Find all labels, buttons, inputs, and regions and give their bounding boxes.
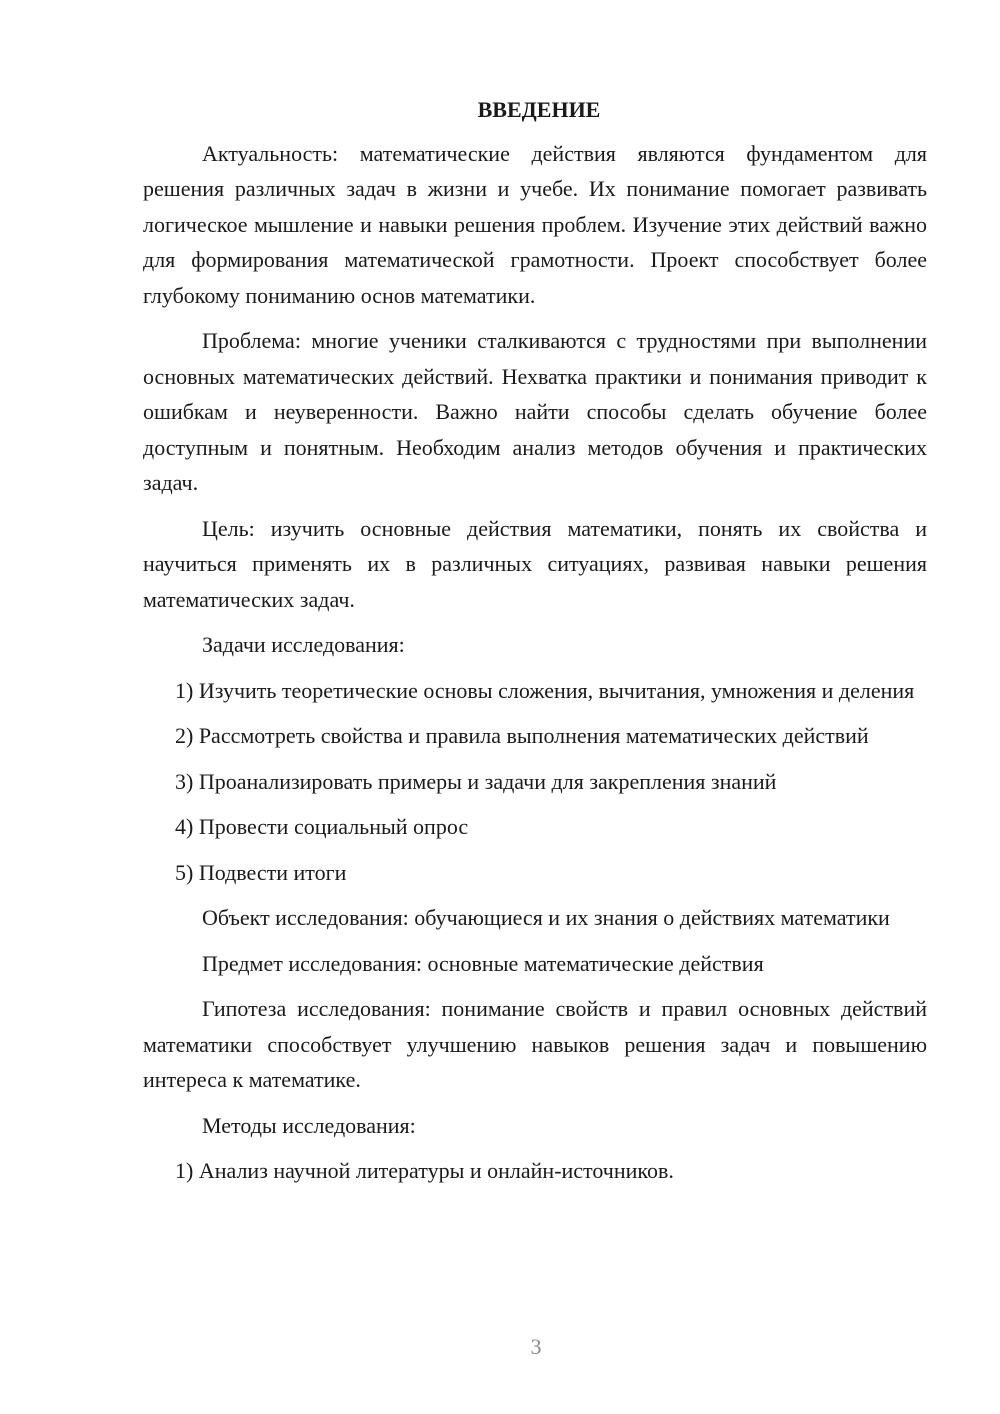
subject-paragraph: Предмет исследования: основные математические действия (202, 950, 764, 976)
task-item: 3) Проанализировать примеры и задачи для закрепления знаний (175, 768, 777, 794)
page-title: ВВЕДЕНИЕ (477, 97, 601, 122)
task-item: 4) Провести социальный опрос (175, 814, 469, 839)
task-item: 5) Подвести итоги (175, 859, 347, 885)
page-number: 3 (530, 1334, 542, 1359)
task-item: 2) Рассмотреть свойства и правила выполнения математических действий (175, 723, 869, 748)
methods-heading: Методы исследования: (202, 1112, 416, 1138)
relevance-paragraph: Актуальность: математические действия являются фундаментом для решения различных задач в жизни и учебе. Их понимание помогает развивать логическое мышление и навыки решения проблем. Изучение этих действий важно для формирования математической грамотности. Проект способствует более глубокому пониманию основ математики. (143, 140, 927, 308)
method-item: 1) Анализ научной литературы и онлайн-источников. (175, 1158, 674, 1183)
goal-paragraph: Цель: изучить основные действия математики, понять их свойства и научиться применять их в различных ситуациях, развивая навыки решения математических задач. (143, 515, 927, 612)
problem-paragraph: Проблема: многие ученики сталкиваются с трудностями при выполнении основных математических действий. Нехватка практики и понимания приводит к ошибкам и неуверенности. Важно найти способы сделать обучение более доступным и понятным. Необходим анализ методов обучения и практических задач. (143, 328, 927, 495)
object-paragraph: Объект исследования: обучающиеся и их знания о действиях математики (202, 905, 890, 930)
tasks-heading: Задачи исследования: (202, 632, 405, 657)
task-item: 1) Изучить теоретические основы сложения, вычитания, умножения и деления (175, 677, 915, 703)
document-page (143, 92, 927, 1199)
hypothesis-paragraph: Гипотеза исследования: понимание свойств и правил основных действий математики способствует улучшению навыков решения задач и повышению интереса к математике. (143, 996, 927, 1092)
